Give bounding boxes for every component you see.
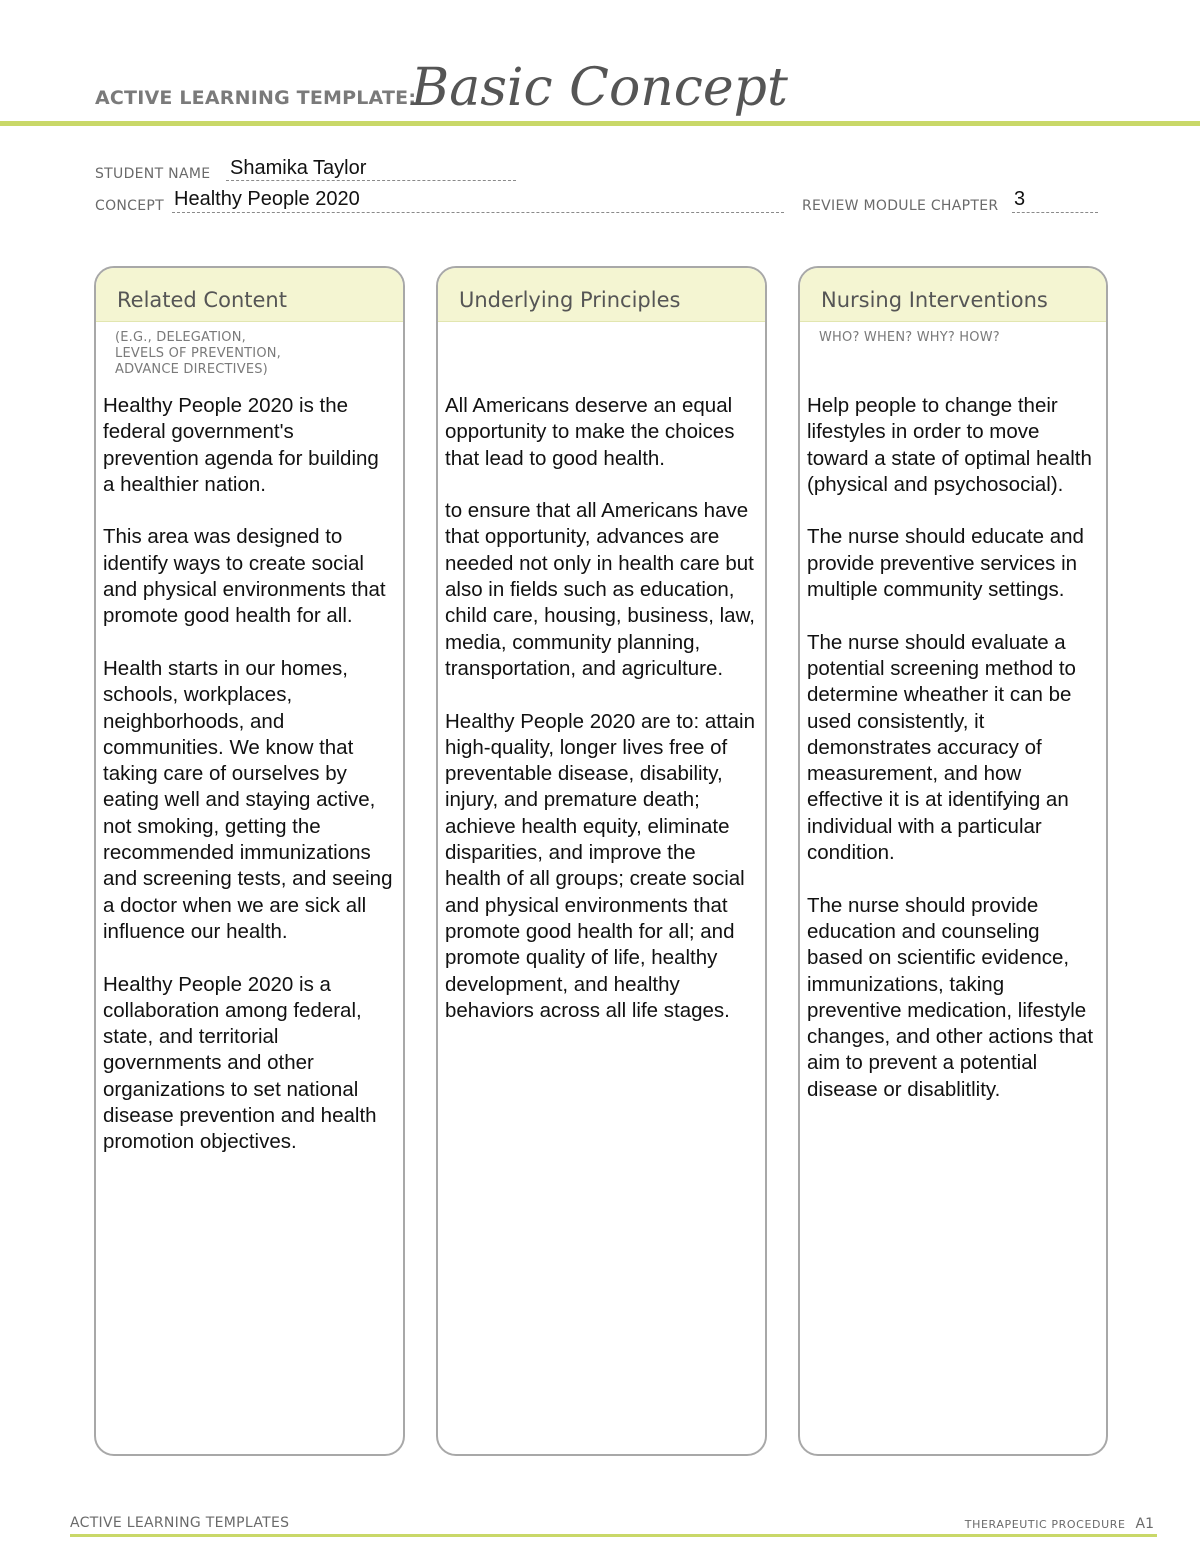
nursing-interventions-title: Nursing Interventions: [821, 288, 1048, 312]
paragraph: Help people to change their lifestyles in order to move toward a state of optimal health (physical and psychosocial).: [807, 394, 1092, 496]
paragraph: to ensure that all Americans have that opportunity, advances are needed not only in health care but also in fields such as education, child care, housing, business, law, media, community planning, transportation, and agriculture.: [445, 499, 755, 680]
paragraph: Healthy People 2020 is a collaboration among federal, state, and territorial governments and other organizations to set national disease prevention and health promotion objectives.: [103, 972, 377, 1154]
student-name-label: STUDENT NAME: [95, 166, 211, 182]
student-name-line: [226, 180, 516, 181]
paragraph: Healthy People 2020 are to: attain high-quality, longer lives free of preventable disease, disability, injury, and premature death; achieve health equity, eliminate disparities, and improve the health of all groups; create social and physical environments that promote good health for all; and promote quality of life, healthy development, and healthy behaviors across all life stages.: [445, 709, 755, 1022]
related-content-header: [96, 268, 403, 322]
review-module-field[interactable]: 3: [1014, 188, 1026, 210]
paragraph: Healthy People 2020 is the federal government's prevention agenda for building a healthier nation.: [103, 394, 379, 496]
paragraph: The nurse should evaluate a potential screening method to determine wheather it can be used consistently, it demonstrates accuracy of measurement, and how effective it is at identifying an individual with a particular condition.: [807, 630, 1076, 865]
related-content-box: [94, 266, 405, 1456]
underlying-principles-box: [436, 266, 767, 1456]
header-divider: [0, 121, 1200, 126]
nursing-interventions-box: [798, 266, 1108, 1456]
paragraph: The nurse should educate and provide preventive services in multiple community settings.: [807, 525, 1084, 602]
template-header: [95, 54, 1095, 118]
footer-section: [965, 1516, 1154, 1532]
related-content-title: Related Content: [117, 288, 287, 312]
paragraph: This area was designed to identify ways to create social and physical environments that promote good health for all.: [103, 525, 386, 628]
related-content-body: [103, 393, 395, 1182]
subtitle-line: LEVELS OF PREVENTION,: [115, 346, 282, 361]
review-module-line: [1012, 212, 1098, 213]
footer-title: ACTIVE LEARNING TEMPLATES: [70, 1515, 290, 1531]
student-name-field[interactable]: Shamika Taylor: [230, 157, 367, 179]
underlying-principles-body: [445, 393, 757, 1050]
paragraph: All Americans deserve an equal opportunity to make the choices that lead to good health.: [445, 394, 735, 470]
page-title: Basic Concept: [411, 58, 788, 118]
nursing-interventions-subtitle: [819, 330, 1000, 346]
footer-procedure-label: THERAPEUTIC PROCEDURE: [964, 1518, 1126, 1531]
review-module-label: REVIEW MODULE CHAPTER: [802, 198, 999, 214]
nursing-interventions-body: [807, 393, 1098, 1129]
concept-line: [172, 212, 784, 213]
concept-field[interactable]: Healthy People 2020: [174, 188, 360, 210]
underlying-principles-title: Underlying Principles: [459, 288, 681, 312]
subtitle-line: (E.G., DELEGATION,: [115, 330, 246, 345]
underlying-principles-header: [438, 268, 765, 322]
subtitle-line: ADVANCE DIRECTIVES): [115, 362, 268, 377]
subtitle-line: WHO? WHEN? WHY? HOW?: [819, 330, 1000, 345]
footer-divider: [70, 1534, 1157, 1537]
concept-label: CONCEPT: [95, 198, 164, 214]
nursing-interventions-header: [800, 268, 1106, 322]
related-content-subtitle: [115, 330, 281, 378]
page-number: A1: [1135, 1516, 1154, 1532]
paragraph: The nurse should provide education and counseling based on scientific evidence, immunizations, taking preventive medication, lifestyle changes, and other actions that aim to prevent a potential disease or disablitlity.: [807, 893, 1094, 1101]
paragraph: Health starts in our homes, schools, workplaces, neighborhoods, and communities. We know that taking care of ourselves by eating well and staying active, not smoking, getting the recommended immunizations and screening tests, and seeing a doctor when we are sick all influence our health.: [103, 656, 393, 943]
template-label: ACTIVE LEARNING TEMPLATE:: [95, 87, 417, 109]
